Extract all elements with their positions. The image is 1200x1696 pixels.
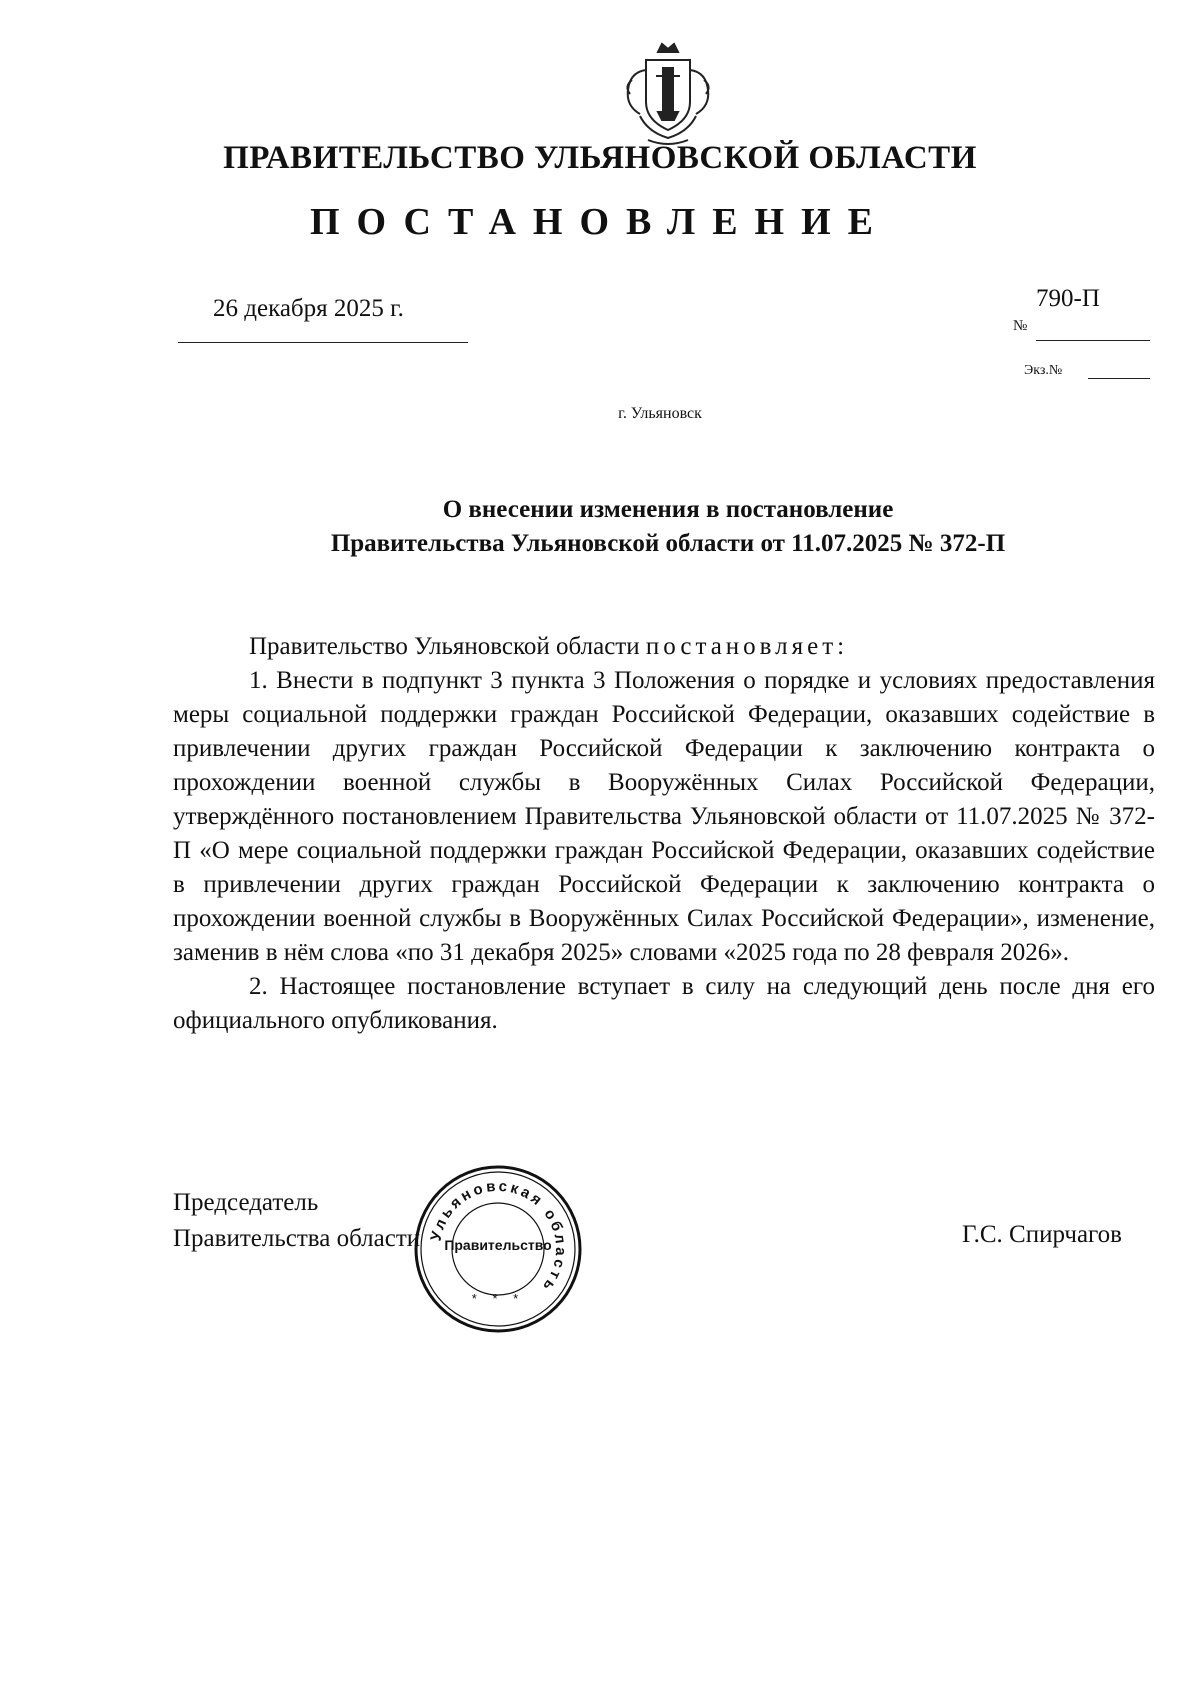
- document-number: 790-П: [1036, 285, 1100, 312]
- seal-center-text: Правительство: [444, 1237, 552, 1253]
- date-underline: [178, 342, 468, 343]
- document-subject: [0, 493, 1200, 561]
- document-body: [173, 630, 1155, 1038]
- intro-decree-word: постановляет:: [645, 633, 849, 660]
- clause-2: 2. Настоящее постановление вступает в силу на следующий день после дня его официального опубликования.: [173, 973, 1155, 1034]
- copy-number-underline: [1088, 378, 1150, 379]
- signer-position: [173, 1185, 420, 1257]
- signer-position-line-2: Правительства области: [173, 1225, 421, 1252]
- signer-name: Г.С. Спирчагов: [962, 1221, 1122, 1248]
- intro-paragraph: [173, 630, 1155, 664]
- document-type-heading: ПОСТАНОВЛЕНИЕ: [309, 201, 891, 243]
- seal-outer-text: Ульяновская область: [427, 1177, 570, 1297]
- number-underline: [1036, 340, 1150, 341]
- subject-line-2: Правительства Ульяновской области от 11.07.2025 № 372-П: [330, 530, 1006, 557]
- intro-prefix: Правительство Ульяновской области: [249, 633, 640, 660]
- number-sign: №: [1013, 318, 1028, 334]
- signer-position-line-1: Председатель: [173, 1189, 319, 1216]
- clause-1: 1. Внести в подпункт 3 пункта 3 Положения о порядке и условиях предоставления меры социальной поддержки граждан Российской Федерации, оказавших содействие в привлечении других граждан Российской Федерации к заключению контракта о прохождении военной службы в Вооружённых Силах Российской Федерации, утверждённого постановлением Правительства Ульяновской области от 11.07.2025 № 372-П «О мере социальной поддержки граждан Российской Федерации, оказавших содействие в привлечении других граждан Российской Федерации к заключению контракта о прохождении военной службы в Вооружённых Силах Российской Федерации», изменение, заменив в нём слова «по 31 декабря 2025» словами «2025 года по 28 февраля 2026».: [173, 667, 1155, 966]
- document-date: 26 декабря 2025 г.: [213, 295, 404, 322]
- subject-line-1: О внесении изменения в постановление: [442, 496, 894, 523]
- copy-number-label: Экз.№: [1024, 363, 1063, 378]
- coat-of-arms-emblem: [618, 40, 718, 150]
- organization-title: ПРАВИТЕЛЬСТВО УЛЬЯНОВСКОЙ ОБЛАСТИ: [223, 140, 977, 176]
- place-of-issue: г. Ульяновск: [618, 405, 702, 422]
- seal-stars: * * *: [471, 1291, 525, 1306]
